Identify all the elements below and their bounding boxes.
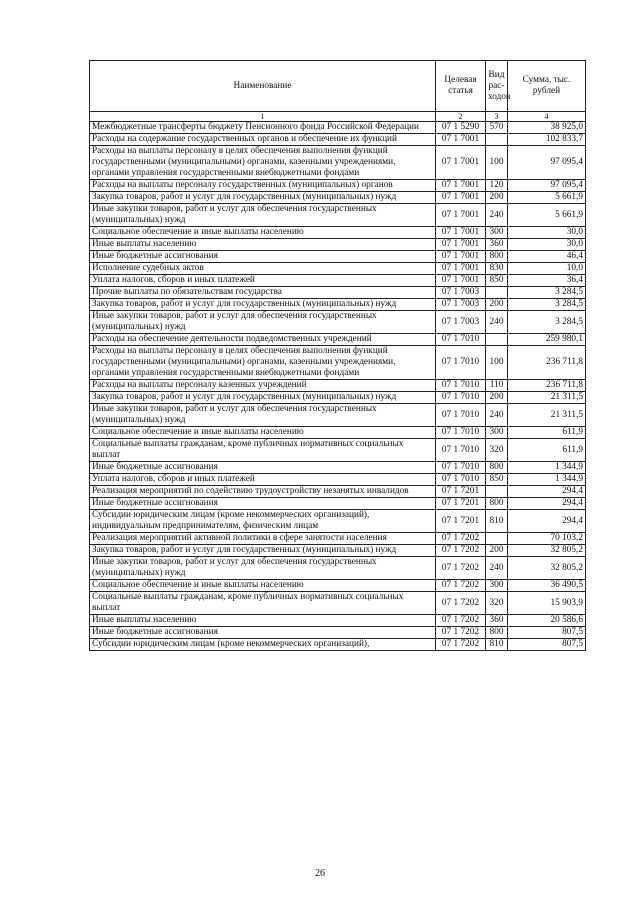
row-target-code: 07 1 5290 (436, 122, 486, 134)
row-amount: 807,5 (508, 639, 586, 651)
row-target-code: 07 1 7001 (436, 275, 486, 287)
row-expense-type: 320 (486, 592, 508, 615)
row-amount: 259 980,1 (508, 334, 586, 346)
row-expense-type: 810 (486, 639, 508, 651)
row-target-code: 07 1 7010 (436, 462, 486, 474)
row-name: Уплата налогов, сборов и иных платежей (90, 474, 436, 486)
row-target-code: 07 1 7001 (436, 134, 486, 146)
row-target-code: 07 1 7010 (436, 380, 486, 392)
row-target-code: 07 1 7001 (436, 227, 486, 239)
column-number: 2 (436, 112, 486, 122)
table-row (90, 627, 586, 639)
column-number: 4 (508, 112, 586, 122)
row-name: Субсидии юридическим лицам (кроме некоммерческих организаций), индивидуальным предпринимателям, физическим лицам (90, 510, 436, 533)
row-amount: 20 586,6 (508, 615, 586, 627)
row-expense-type: 200 (486, 545, 508, 557)
row-target-code: 07 1 7202 (436, 533, 486, 545)
row-target-code: 07 1 7001 (436, 146, 486, 180)
row-name: Иные закупки товаров, работ и услуг для обеспечения государственных (муниципальных) нужд (90, 404, 436, 427)
row-expense-type: 300 (486, 227, 508, 239)
row-name: Иные бюджетные ассигнования (90, 498, 436, 510)
table-row (90, 380, 586, 392)
row-expense-type: 240 (486, 557, 508, 580)
row-expense-type: 100 (486, 346, 508, 380)
table-row (90, 287, 586, 299)
row-name: Расходы на обеспечение деятельности подведомственных учреждений (90, 334, 436, 346)
row-target-code: 07 1 7202 (436, 545, 486, 557)
row-expense-type (486, 533, 508, 545)
row-name: Иные бюджетные ассигнования (90, 251, 436, 263)
row-amount: 102 833,7 (508, 134, 586, 146)
row-expense-type: 830 (486, 263, 508, 275)
row-expense-type: 800 (486, 251, 508, 263)
column-number-row (90, 112, 586, 122)
row-expense-type: 110 (486, 380, 508, 392)
table-body (90, 122, 586, 651)
row-target-code: 07 1 7001 (436, 263, 486, 275)
row-target-code: 07 1 7202 (436, 557, 486, 580)
row-target-code: 07 1 7202 (436, 615, 486, 627)
row-amount: 97 095,4 (508, 146, 586, 180)
table-row (90, 557, 586, 580)
table-row (90, 462, 586, 474)
page-number: 26 (315, 868, 325, 879)
row-expense-type: 240 (486, 204, 508, 227)
row-target-code: 07 1 7010 (436, 334, 486, 346)
row-amount: 38 925,0 (508, 122, 586, 134)
row-target-code: 07 1 7010 (436, 439, 486, 462)
header-code: Целевая статья (436, 61, 486, 112)
row-name: Иные бюджетные ассигнования (90, 462, 436, 474)
table-row (90, 204, 586, 227)
row-amount: 3 284,5 (508, 299, 586, 311)
row-target-code: 07 1 7001 (436, 180, 486, 192)
table-row (90, 192, 586, 204)
row-expense-type: 300 (486, 427, 508, 439)
row-name: Расходы на выплаты персоналу в целях обеспечения выполнения функций государственными (муниципальными) органами, казенными учреждениями, органами управления государственными внебюджетными фондами (90, 146, 436, 180)
table-row (90, 334, 586, 346)
row-amount: 21 311,5 (508, 392, 586, 404)
row-amount: 5 661,9 (508, 204, 586, 227)
row-amount: 15 903,9 (508, 592, 586, 615)
row-target-code: 07 1 7202 (436, 627, 486, 639)
table-row (90, 439, 586, 462)
header-name: Наименование (90, 61, 436, 112)
row-amount: 30,0 (508, 239, 586, 251)
row-expense-type (486, 287, 508, 299)
row-name: Закупка товаров, работ и услуг для государственных (муниципальных) нужд (90, 545, 436, 557)
row-amount: 30,0 (508, 227, 586, 239)
column-number: 3 (486, 112, 508, 122)
row-amount: 5 661,9 (508, 192, 586, 204)
row-target-code: 07 1 7003 (436, 311, 486, 334)
row-name: Закупка товаров, работ и услуг для государственных (муниципальных) нужд (90, 299, 436, 311)
row-name: Межбюджетные трансферты бюджету Пенсионного фонда Российской Федерации (90, 122, 436, 134)
row-amount: 294,4 (508, 510, 586, 533)
budget-table (89, 60, 586, 651)
row-name: Социальное обеспечение и иные выплаты населению (90, 427, 436, 439)
row-amount: 36 490,5 (508, 580, 586, 592)
row-amount: 236 711,8 (508, 380, 586, 392)
row-expense-type (486, 486, 508, 498)
table-row (90, 545, 586, 557)
row-amount: 3 284,5 (508, 287, 586, 299)
row-expense-type: 570 (486, 122, 508, 134)
row-name: Реализация мероприятий активной политики в сфере занятости населения (90, 533, 436, 545)
table-row (90, 498, 586, 510)
table-header-row (90, 61, 586, 112)
row-amount: 21 311,5 (508, 404, 586, 427)
row-name: Закупка товаров, работ и услуг для государственных (муниципальных) нужд (90, 392, 436, 404)
row-target-code: 07 1 7001 (436, 204, 486, 227)
table-row (90, 615, 586, 627)
row-name: Расходы на содержание государственных органов и обеспечение их функций (90, 134, 436, 146)
row-target-code: 07 1 7201 (436, 498, 486, 510)
table-row (90, 299, 586, 311)
table-row (90, 486, 586, 498)
table-row (90, 510, 586, 533)
table-row (90, 592, 586, 615)
row-expense-type: 240 (486, 404, 508, 427)
row-expense-type: 120 (486, 180, 508, 192)
row-expense-type: 800 (486, 498, 508, 510)
row-target-code: 07 1 7010 (436, 392, 486, 404)
row-expense-type: 850 (486, 474, 508, 486)
column-number: 1 (90, 112, 436, 122)
row-amount: 32 805,2 (508, 557, 586, 580)
table-row (90, 146, 586, 180)
row-name: Иные закупки товаров, работ и услуг для обеспечения государственных (муниципальных) нужд (90, 204, 436, 227)
row-target-code: 07 1 7010 (436, 427, 486, 439)
row-name: Иные выплаты населению (90, 239, 436, 251)
row-expense-type: 320 (486, 439, 508, 462)
table-row (90, 134, 586, 146)
row-target-code: 07 1 7003 (436, 287, 486, 299)
row-amount: 294,4 (508, 498, 586, 510)
row-target-code: 07 1 7201 (436, 486, 486, 498)
table-row (90, 239, 586, 251)
row-name: Уплата налогов, сборов и иных платежей (90, 275, 436, 287)
header-sum: Сумма, тыс. рублей (508, 61, 586, 112)
row-amount: 1 344,9 (508, 474, 586, 486)
row-amount: 294,4 (508, 486, 586, 498)
row-amount: 1 344,9 (508, 462, 586, 474)
row-expense-type: 800 (486, 462, 508, 474)
row-expense-type: 810 (486, 510, 508, 533)
row-name: Субсидии юридическим лицам (кроме некоммерческих организаций), (90, 639, 436, 651)
row-amount: 46,4 (508, 251, 586, 263)
row-target-code: 07 1 7010 (436, 474, 486, 486)
row-name: Социальные выплаты гражданам, кроме публичных нормативных социальных выплат (90, 592, 436, 615)
table-row (90, 404, 586, 427)
row-name: Социальное обеспечение и иные выплаты населению (90, 227, 436, 239)
table-row (90, 346, 586, 380)
row-amount: 10,0 (508, 263, 586, 275)
row-name: Прочие выплаты по обязательствам государства (90, 287, 436, 299)
row-target-code: 07 1 7202 (436, 639, 486, 651)
row-name: Иные закупки товаров, работ и услуг для обеспечения государственных (муниципальных) нужд (90, 311, 436, 334)
row-amount: 97 095,4 (508, 180, 586, 192)
row-amount: 236 711,8 (508, 346, 586, 380)
row-name: Расходы на выплаты персоналу в целях обеспечения выполнения функций государственными (муниципальными) органами, казенными учреждениями, органами управления государственными внебюджетными фондами (90, 346, 436, 380)
row-name: Исполнение судебных актов (90, 263, 436, 275)
table-row (90, 533, 586, 545)
table-row (90, 263, 586, 275)
table-row (90, 311, 586, 334)
row-name: Реализация мероприятий по содействию трудоустройству незанятых инвалидов (90, 486, 436, 498)
row-amount: 3 284,5 (508, 311, 586, 334)
row-target-code: 07 1 7001 (436, 251, 486, 263)
row-target-code: 07 1 7001 (436, 192, 486, 204)
row-target-code: 07 1 7202 (436, 592, 486, 615)
table-row (90, 180, 586, 192)
row-target-code: 07 1 7202 (436, 580, 486, 592)
table-row (90, 275, 586, 287)
row-name: Расходы на выплаты персоналу казенных учреждений (90, 380, 436, 392)
row-target-code: 07 1 7003 (436, 299, 486, 311)
row-name: Иные выплаты населению (90, 615, 436, 627)
row-name: Расходы на выплаты персоналу государственных (муниципальных) органов (90, 180, 436, 192)
row-expense-type: 300 (486, 580, 508, 592)
table-row (90, 580, 586, 592)
row-expense-type: 200 (486, 299, 508, 311)
row-name: Социальные выплаты гражданам, кроме публичных нормативных социальных выплат (90, 439, 436, 462)
row-amount: 611,9 (508, 427, 586, 439)
table-row (90, 474, 586, 486)
row-expense-type: 200 (486, 392, 508, 404)
table-row (90, 227, 586, 239)
row-expense-type: 360 (486, 239, 508, 251)
row-expense-type (486, 134, 508, 146)
row-amount: 70 103,2 (508, 533, 586, 545)
table-row (90, 392, 586, 404)
row-amount: 36,4 (508, 275, 586, 287)
table-row (90, 427, 586, 439)
row-amount: 32 805,2 (508, 545, 586, 557)
row-expense-type: 100 (486, 146, 508, 180)
row-expense-type: 240 (486, 311, 508, 334)
row-name: Иные бюджетные ассигнования (90, 627, 436, 639)
table-row (90, 251, 586, 263)
row-target-code: 07 1 7201 (436, 510, 486, 533)
row-target-code: 07 1 7010 (436, 404, 486, 427)
row-target-code: 07 1 7010 (436, 346, 486, 380)
row-expense-type (486, 334, 508, 346)
row-name: Иные закупки товаров, работ и услуг для обеспечения государственных (муниципальных) нужд (90, 557, 436, 580)
table-row (90, 639, 586, 651)
row-amount: 611,9 (508, 439, 586, 462)
row-expense-type: 800 (486, 627, 508, 639)
table-row (90, 122, 586, 134)
row-name: Закупка товаров, работ и услуг для государственных (муниципальных) нужд (90, 192, 436, 204)
row-amount: 807,5 (508, 627, 586, 639)
row-name: Социальное обеспечение и иные выплаты населению (90, 580, 436, 592)
row-expense-type: 200 (486, 192, 508, 204)
row-target-code: 07 1 7001 (436, 239, 486, 251)
row-expense-type: 360 (486, 615, 508, 627)
row-expense-type: 850 (486, 275, 508, 287)
header-type: Вид рас-ходов (486, 61, 508, 112)
